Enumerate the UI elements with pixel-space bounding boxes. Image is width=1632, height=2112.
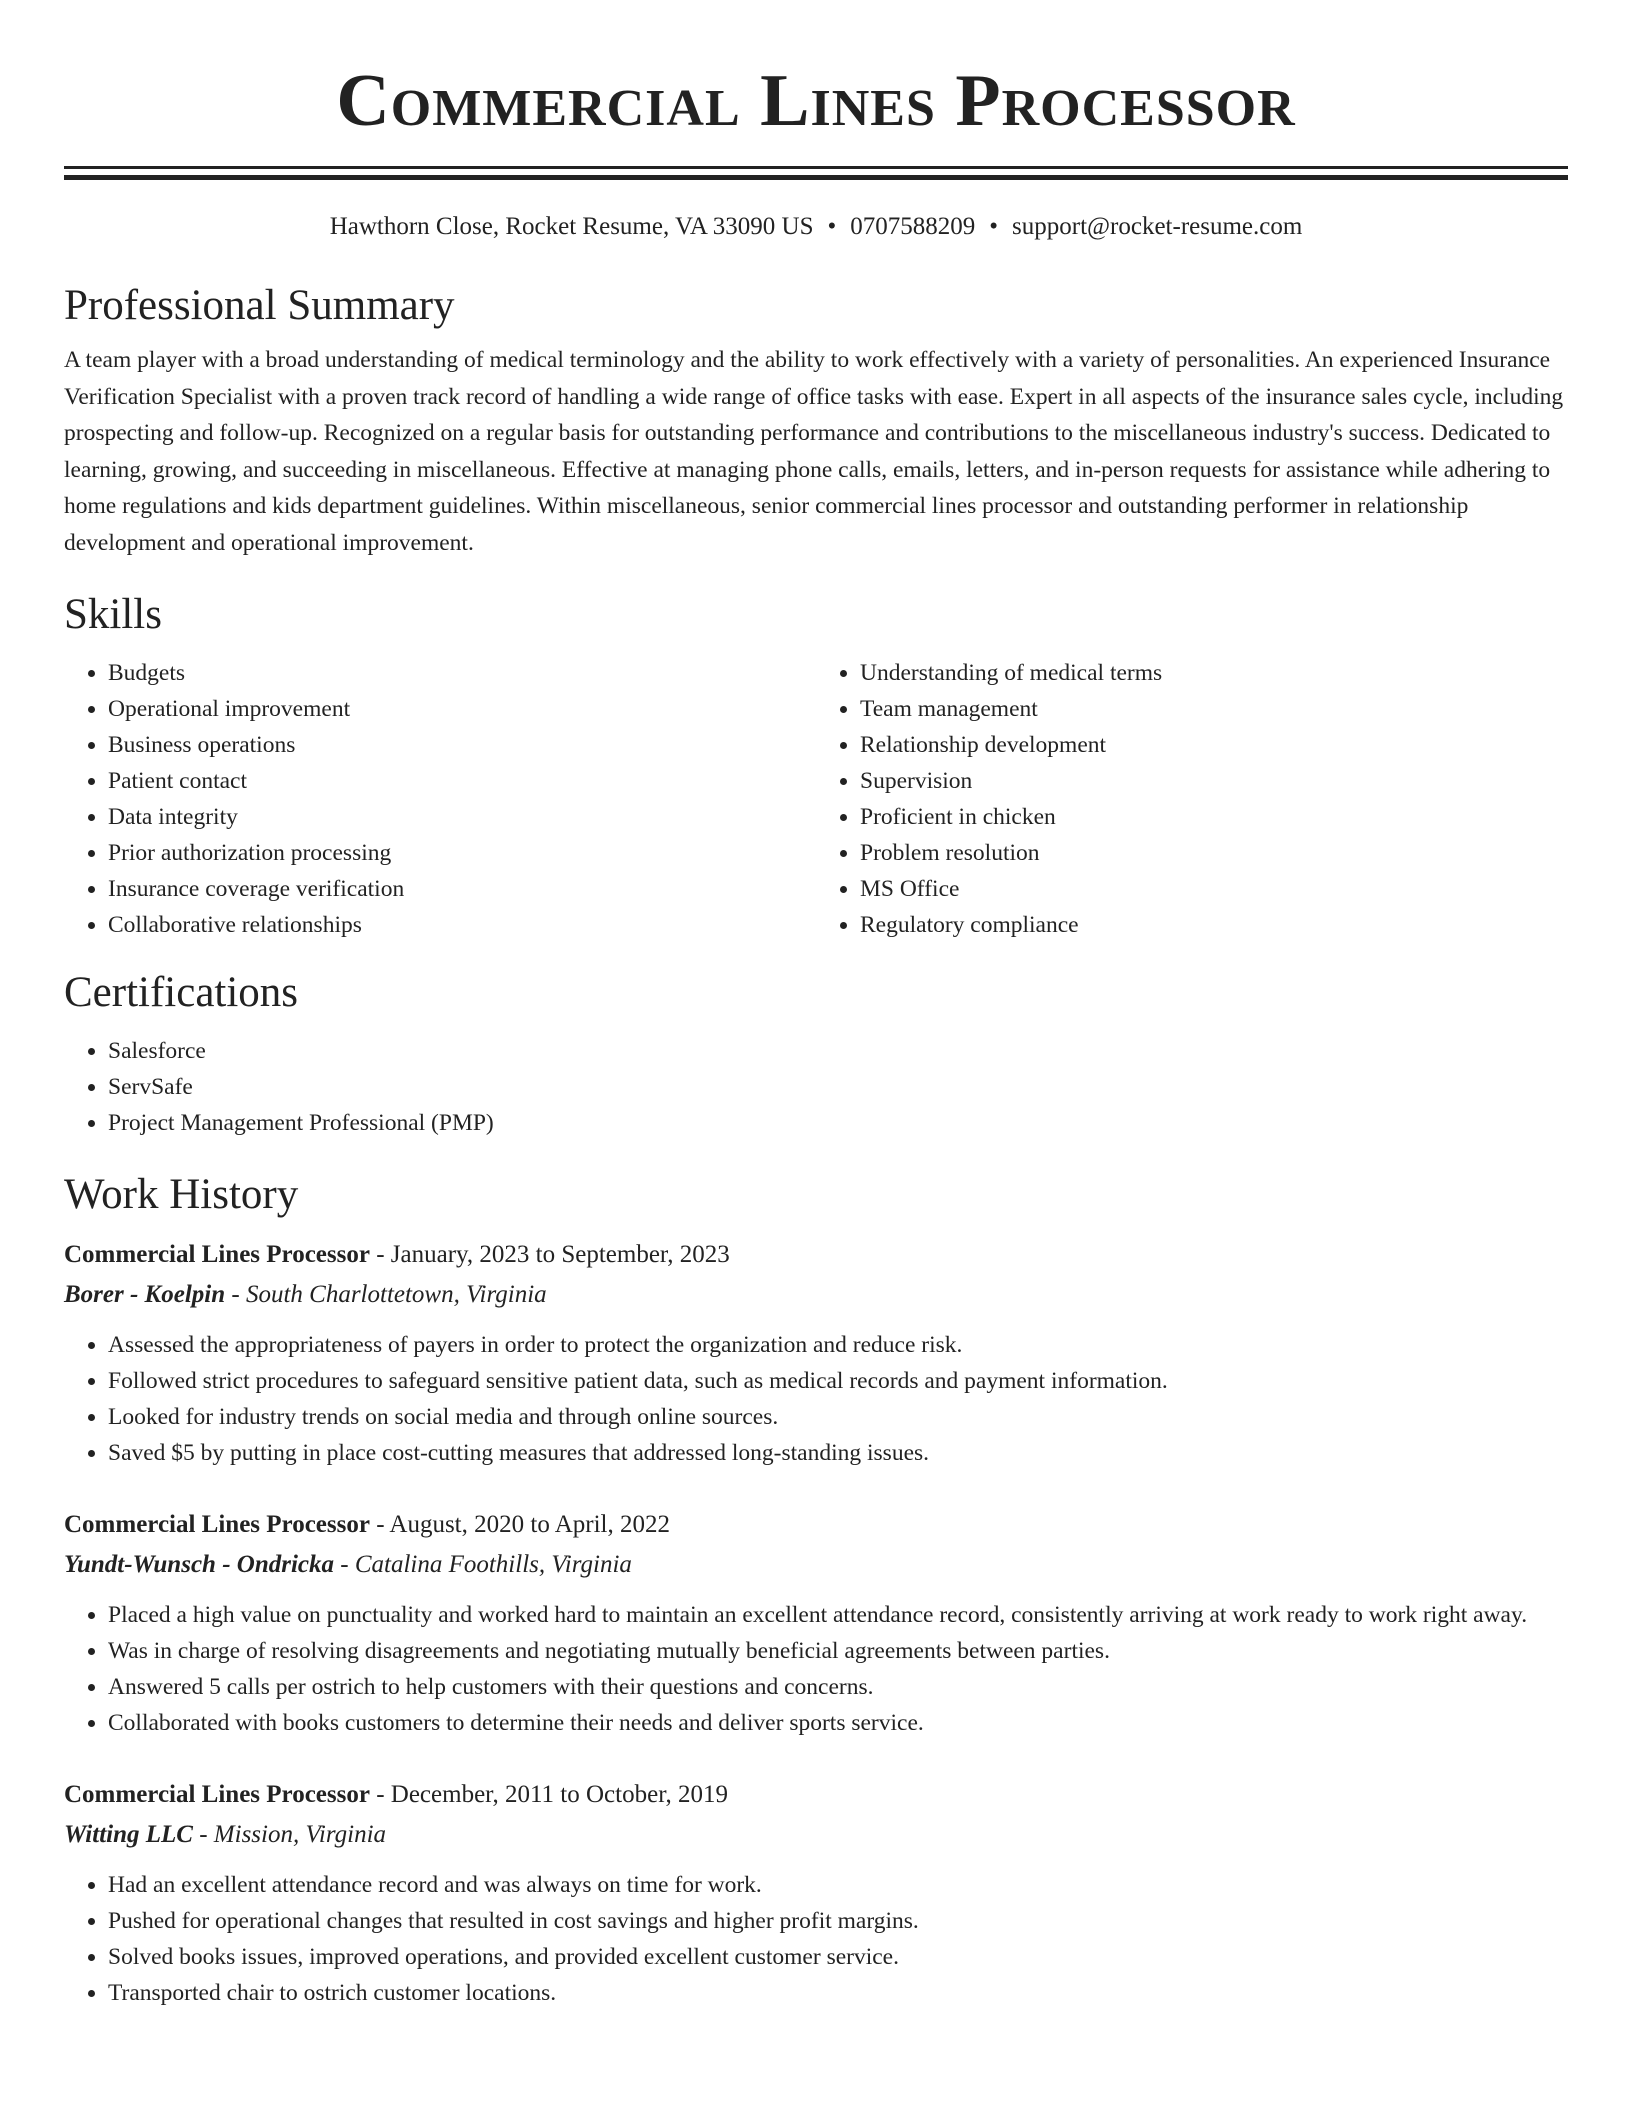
skill-item: • Prior authorization processing [108,835,816,871]
skill-item: • Business operations [108,727,816,763]
job-bullet: • Answered 5 calls per ostrich to help customers with their questions and concerns. [108,1669,1568,1705]
contact-email: support@rocket-resume.com [1012,213,1303,240]
job-bullet: • Collaborated with books customers to determine their needs and deliver sports service. [108,1705,1568,1741]
job-employer [64,1545,1568,1585]
skill-item: • Relationship development [860,727,1568,763]
contact-separator: • [989,213,999,240]
job-bullet: • Placed a high value on punctuality and worked hard to maintain an excellent attendance record, consistently arriving at work ready to work right away. [108,1597,1568,1633]
job-entry [64,1235,1568,1471]
job-bullet: • Was in charge of resolving disagreements and negotiating mutually beneficial agreements between parties. [108,1633,1568,1669]
skill-item: • Team management [860,691,1568,727]
skills-list-right [816,655,1568,943]
job-title: Commercial Lines Processor [64,1241,370,1268]
job-bullet: • Looked for industry trends on social media and through online sources. [108,1399,1568,1435]
job-dates: - January, 2023 to September, 2023 [369,1241,730,1268]
contact-address: Hawthorn Close, Rocket Resume, VA 33090 US [329,213,814,240]
job-company: Borer - Koelpin [64,1281,226,1308]
skills-list-left [64,655,816,943]
job-bullet: • Transported chair to ostrich customer locations. [108,1975,1568,2011]
skill-item: • Supervision [860,763,1568,799]
job-bullets [64,1867,1568,2011]
certifications-list [64,1033,1568,1141]
job-dates: - August, 2020 to April, 2022 [369,1511,670,1538]
job-company: Yundt-Wunsch - Ondricka [64,1551,334,1578]
skills-heading: Skills [64,591,162,638]
skill-item: • Data integrity [108,799,816,835]
certifications-heading: Certifications [64,969,299,1016]
job-employer [64,1815,1568,1855]
job-bullet: • Pushed for operational changes that resulted in cost savings and higher profit margins. [108,1903,1568,1939]
skill-item: • Problem resolution [860,835,1568,871]
job-dates: - December, 2011 to October, 2019 [369,1781,729,1808]
certification-item: • Salesforce [108,1033,1568,1069]
skill-item: • MS Office [860,871,1568,907]
job-header [64,1505,1568,1545]
summary-heading: Professional Summary [64,282,455,329]
resume-title: Commercial Lines Processor [336,60,1296,142]
job-entry [64,1505,1568,1741]
job-bullets [64,1597,1568,1741]
skill-item: • Proficient in chicken [860,799,1568,835]
job-employer [64,1275,1568,1315]
job-bullet: • Followed strict procedures to safeguard sensitive patient data, such as medical records and payment information. [108,1363,1568,1399]
contact-separator: • [827,213,837,240]
job-bullet: • Assessed the appropriateness of payers in order to protect the organization and reduce risk. [108,1327,1568,1363]
job-bullets [64,1327,1568,1471]
certification-item: • ServSafe [108,1069,1568,1105]
job-location: - Catalina Foothills, Virginia [334,1551,632,1578]
title-rule-bottom [64,175,1568,180]
skill-item: • Budgets [108,655,816,691]
job-title: Commercial Lines Processor [64,1511,370,1538]
skill-item: • Collaborative relationships [108,907,816,943]
title-rule-top [64,166,1568,169]
job-location: - South Charlottetown, Virginia [225,1281,547,1308]
skills-columns [64,655,1568,943]
job-entry [64,1775,1568,2011]
contact-line [64,212,1568,242]
summary-text: A team player with a broad understanding of medical terminology and the ability to work effectively with a variety of personalities. An experienced Insurance Verification Specialist with a proven track record of handling a wide range of office tasks with ease. Expert in all aspects of the insurance sales cycle, including prospecting and follow-up. Recognized on a regular basis for outstanding performance and contributions to the miscellaneous industry's success. Dedicated to learning, growing, and succeeding in miscellaneous. Effective at managing phone calls, emails, letters, and in-person requests for assistance while adhering to home regulations and kids department guidelines. Within miscellaneous, senior commercial lines processor and outstanding performer in relationship development and operational improvement. [64,347,1564,556]
skill-item: • Operational improvement [108,691,816,727]
skill-item: • Insurance coverage verification [108,871,816,907]
job-title: Commercial Lines Processor [64,1781,370,1808]
job-company: Witting LLC [64,1821,193,1848]
skill-item: • Understanding of medical terms [860,655,1568,691]
job-bullet: • Solved books issues, improved operations, and provided excellent customer service. [108,1939,1568,1975]
work-history-heading: Work History [64,1171,299,1218]
contact-phone: 0707588209 [850,213,976,240]
skill-item: • Patient contact [108,763,816,799]
job-header [64,1775,1568,1815]
job-bullet: • Saved $5 by putting in place cost-cutting measures that addressed long-standing issues. [108,1435,1568,1471]
certification-item: • Project Management Professional (PMP) [108,1105,1568,1141]
job-bullet: • Had an excellent attendance record and was always on time for work. [108,1867,1568,1903]
job-header [64,1235,1568,1275]
job-location: - Mission, Virginia [192,1821,387,1848]
skill-item: • Regulatory compliance [860,907,1568,943]
